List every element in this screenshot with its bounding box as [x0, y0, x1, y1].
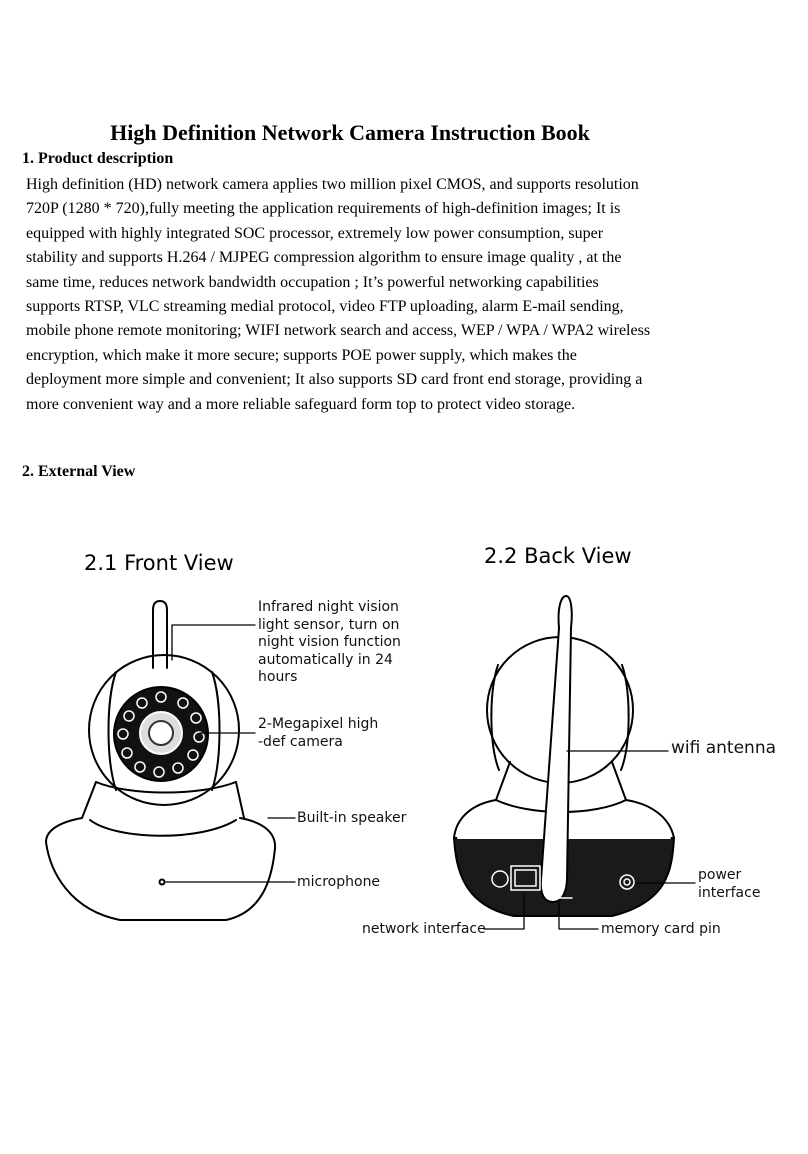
back-antenna [541, 596, 572, 902]
callout-line: power [698, 867, 742, 883]
paragraph-line: 720P (1280 * 720),fully meeting the application requirements of high-definition images; It is [26, 200, 621, 218]
callout-line: hours [258, 669, 298, 686]
callout-line: -def camera [258, 733, 343, 750]
paragraph-line: mobile phone remote monitoring; WIFI network search and access, WEP / WPA / WPA2 wireless [26, 322, 651, 340]
front-base [46, 818, 275, 920]
back-camera-drawing [454, 596, 695, 929]
section-heading-product-description: 1. Product description [22, 150, 174, 167]
section-heading-external-view: 2. External View [22, 463, 136, 480]
callout-line: automatically in 24 [258, 651, 393, 668]
paragraph-line: deployment more simple and convenient; It also supports SD card front end storage, providing a [26, 371, 643, 389]
front-antenna [153, 601, 167, 668]
speaker-callout: Built-in speaker [297, 810, 407, 826]
back-view-label: 2.2 Back View [484, 544, 632, 568]
callout-line: light sensor, turn on [258, 616, 400, 633]
callout-line: night vision function [258, 634, 401, 651]
infrared-sensor-callout [258, 599, 401, 687]
callout-line: Infrared night vision [258, 599, 399, 615]
network-interface-callout: network interface [362, 921, 486, 937]
paragraph-line: stability and supports H.264 / MJPEG compression algorithm to ensure image quality , at the [26, 249, 622, 267]
document-title: High Definition Network Camera Instruction Book [110, 120, 590, 145]
paragraph-line: same time, reduces network bandwidth occupation ; It’s powerful networking capabilities [26, 273, 599, 291]
front-view-label: 2.1 Front View [84, 551, 234, 575]
paragraph-line: High definition (HD) network camera applies two million pixel CMOS, and supports resolution [26, 176, 639, 193]
paragraph-line: more convenient way and a more reliable safeguard form top to protect video storage. [26, 395, 576, 413]
paragraph-line: equipped with highly integrated SOC processor, extremely low power consumption, super [26, 224, 604, 242]
callout-line: interface [698, 884, 761, 901]
microphone-callout: microphone [297, 874, 381, 890]
microphone-dot [160, 880, 165, 885]
memory-card-callout: memory card pin [601, 921, 721, 937]
paragraph-line: supports RTSP, VLC streaming medial protocol, video FTP uploading, alarm E-mail sending, [26, 297, 624, 315]
paragraph-line: encryption, which make it more secure; supports POE power supply, which makes the [26, 346, 577, 364]
camera-callout [258, 716, 378, 751]
callout-line: 2-Megapixel high [258, 716, 379, 732]
wifi-antenna-callout: wifi antenna [671, 738, 777, 758]
power-interface-callout [698, 867, 760, 902]
